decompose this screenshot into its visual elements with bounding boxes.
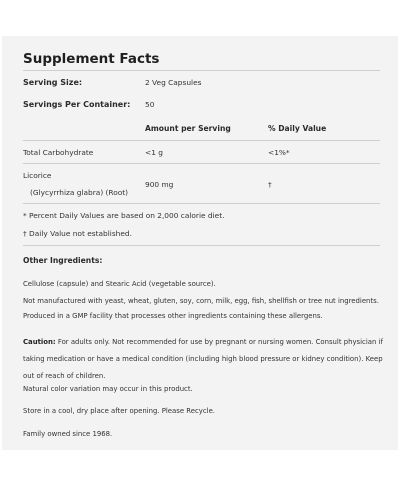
ingredient-amount: 900 mg (145, 180, 174, 189)
caution-text: For adults only. Not recommended for use by pregnant or nursing women. Consult physician if taking medication or have a medical condition (including high blood pressure or kidney condition). Keep out of reach of children. (23, 338, 383, 380)
caution-label: Caution: (23, 338, 56, 346)
panel-title: Supplement Facts (23, 51, 160, 67)
natural-color-note: Natural color variation may occur in this product. (23, 385, 193, 393)
ingredient-botanical-name: (Glycyrrhiza glabra) (Root) (30, 188, 129, 197)
footnote-not-established: † Daily Value not established. (23, 229, 132, 238)
row-divider (23, 203, 380, 204)
nutrient-daily-value: <1%* (268, 148, 290, 157)
caution-statement (23, 334, 383, 385)
ingredient-name: Licorice (23, 171, 52, 180)
servings-per-container-value: 50 (145, 100, 155, 109)
nutrient-name: Total Carbohydrate (23, 148, 94, 157)
daily-value-header: % Daily Value (268, 124, 327, 133)
nutrient-amount: <1 g (145, 148, 163, 157)
allergen-statement: Not manufactured with yeast, wheat, gluten, soy, corn, milk, egg, fish, shellfish or tree nut ingredients. (23, 297, 379, 305)
title-divider (23, 70, 380, 71)
other-ingredients-heading: Other Ingredients: (23, 256, 103, 265)
ingredient-daily-value: † (268, 180, 272, 189)
header-divider (23, 140, 380, 141)
serving-size-label: Serving Size: (23, 78, 83, 87)
family-owned-note: Family owned since 1968. (23, 430, 113, 438)
footnote-daily-values: * Percent Daily Values are based on 2,000 calorie diet. (23, 211, 225, 220)
row-divider (23, 163, 380, 164)
amount-per-serving-header: Amount per Serving (145, 124, 231, 133)
storage-instructions: Store in a cool, dry place after opening. Please Recycle. (23, 407, 215, 415)
section-divider (23, 245, 380, 246)
gmp-statement: Produced in a GMP facility that processes other ingredients containing these allergens. (23, 312, 323, 320)
servings-per-container-label: Servings Per Container: (23, 100, 131, 109)
other-ingredients-text: Cellulose (capsule) and Stearic Acid (vegetable source). (23, 280, 216, 288)
serving-size-value: 2 Veg Capsules (145, 78, 202, 87)
